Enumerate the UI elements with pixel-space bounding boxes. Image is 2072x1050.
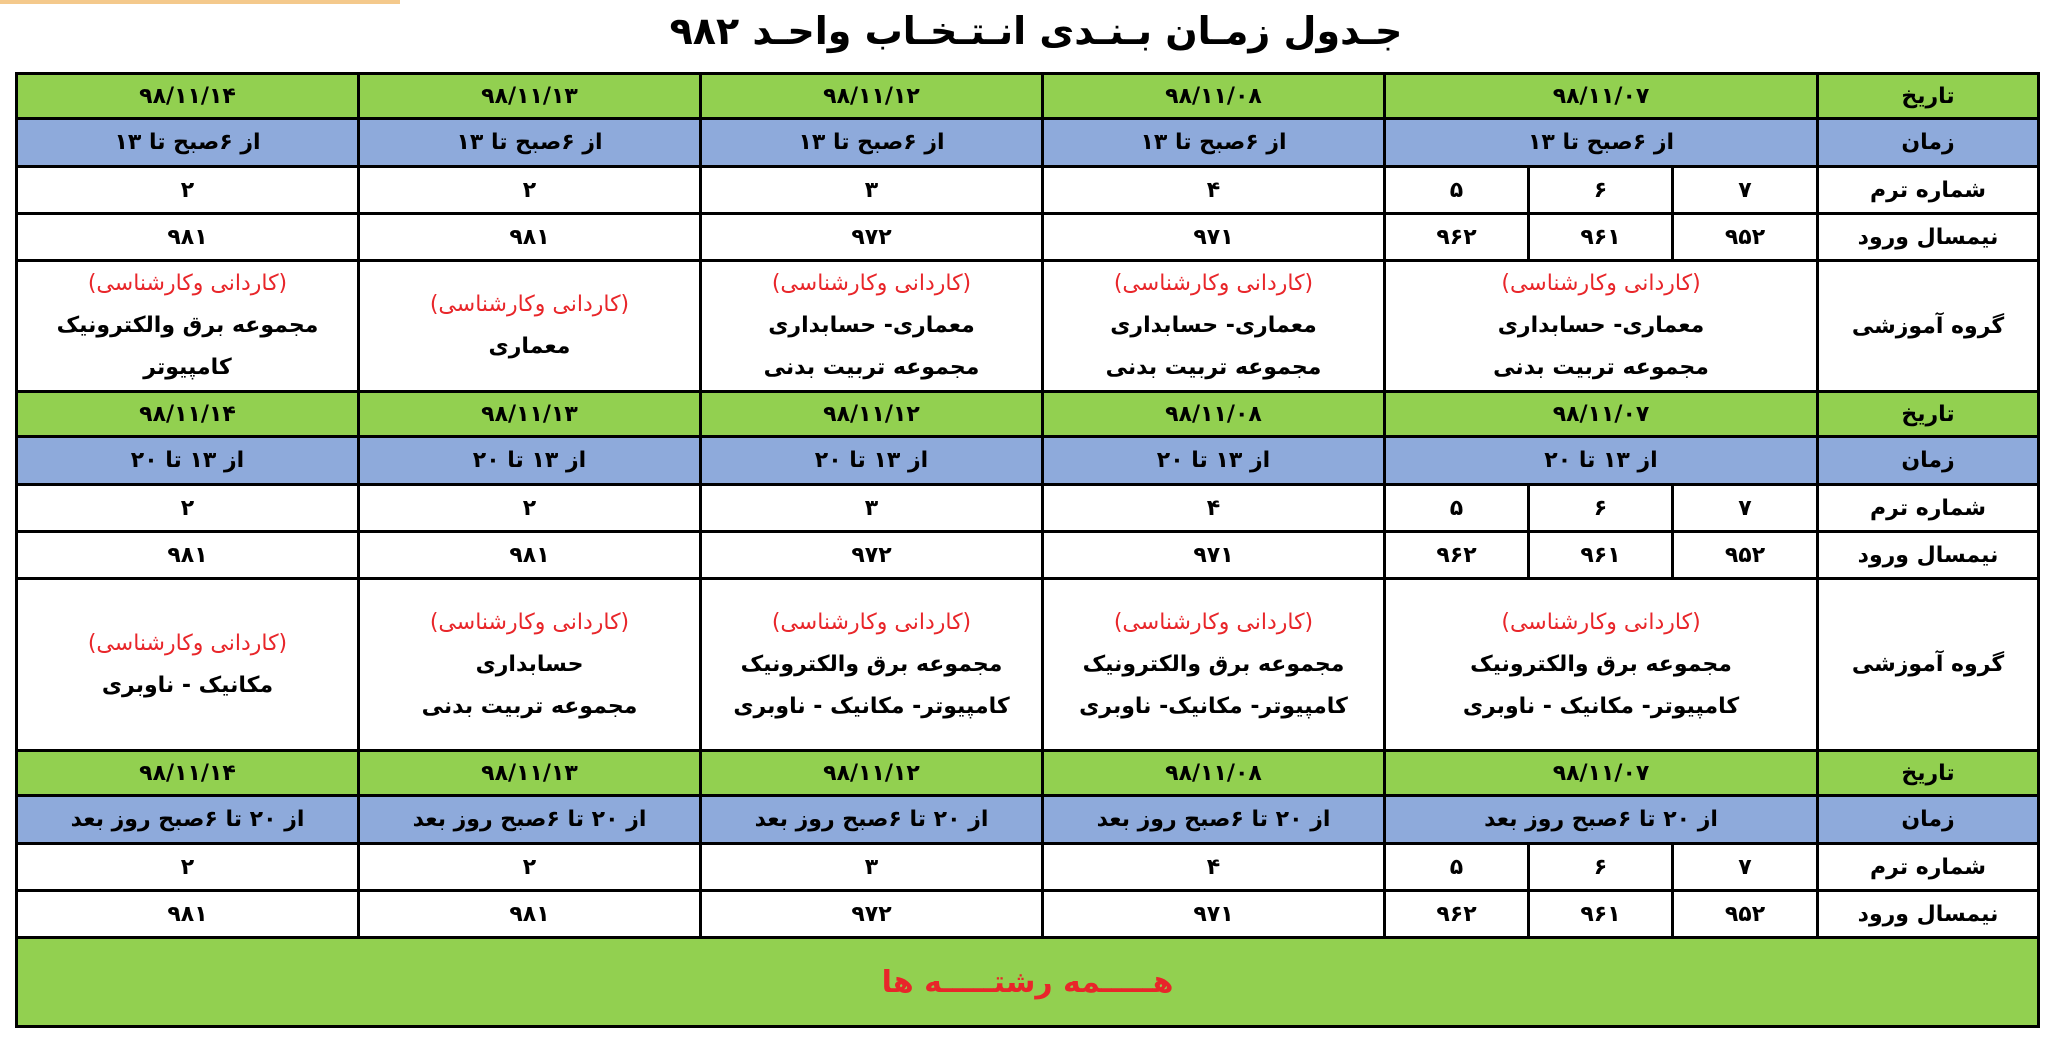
degree-label: (کاردانی وکارشناسی) (1501, 271, 1701, 296)
major-line: کامپیوتر- مکانیک - ناوبری (1462, 693, 1740, 719)
all-majors-cell (17, 938, 2039, 1027)
date-cell: ۹۸/۱۱/۱۴ (17, 74, 359, 119)
page-title: جـدول زمـان بـنـدی انـتـخـاب واحـد ۹۸۲ (669, 9, 1403, 53)
entry-year-cell: ۹۸۱ (359, 214, 701, 261)
term-cell: ۴ (1043, 844, 1385, 891)
time-row (17, 437, 2039, 485)
time-cell: از ۱۳ تا ۲۰ (359, 437, 701, 485)
entry-year-cell: ۹۶۲ (1385, 214, 1529, 261)
time-cell: از ۱۳ تا ۲۰ (17, 437, 359, 485)
row-label-group: گروه آموزشی (1818, 261, 2039, 392)
major-line: مجموعه برق والکترونیک (740, 651, 1003, 677)
term-cell: ۲ (17, 485, 359, 532)
time-row (17, 119, 2039, 167)
group-cell (17, 579, 359, 751)
group-cell (359, 261, 701, 392)
degree-label: (کاردانی وکارشناسی) (87, 271, 288, 296)
term-cell: ۶ (1529, 844, 1673, 891)
major-line: معماری (488, 334, 571, 359)
term-cell: ۶ (1529, 485, 1673, 532)
entry-year-cell: ۹۶۱ (1529, 214, 1673, 261)
all-majors-text: هـــــمه رشتـــــه ها (881, 964, 1174, 1000)
group-cell (1385, 579, 1818, 751)
major-line: معماری- حسابداری (768, 313, 975, 338)
group-cell (17, 261, 359, 392)
term-row (17, 844, 2039, 891)
row-label-term: شماره ترم (1818, 167, 2039, 214)
schedule-table (15, 72, 2040, 1028)
major-line: مجموعه برق والکترونیک (1082, 651, 1345, 677)
date-cell: ۹۸/۱۱/۱۳ (359, 74, 701, 119)
group-cell (701, 579, 1043, 751)
group-cell (1385, 261, 1818, 392)
entry-year-cell: ۹۸۱ (17, 214, 359, 261)
time-cell: از ۱۳ تا ۲۰ (701, 437, 1043, 485)
term-cell: ۵ (1385, 844, 1529, 891)
date-cell: ۹۸/۱۱/۰۷ (1385, 392, 1818, 437)
entry-year-cell: ۹۶۱ (1529, 532, 1673, 579)
degree-label: (کاردانی وکارشناسی) (1501, 609, 1701, 635)
entry-year-cell: ۹۸۱ (17, 891, 359, 938)
time-cell: از ۱۳ تا ۲۰ (1385, 437, 1818, 485)
term-row (17, 167, 2039, 214)
term-cell: ۷ (1673, 844, 1818, 891)
row-label-term: شماره ترم (1818, 844, 2039, 891)
entry-year-row (17, 532, 2039, 579)
major-line: مجموعه تربیت بدنی (1493, 355, 1709, 380)
date-cell: ۹۸/۱۱/۰۷ (1385, 751, 1818, 796)
time-cell: از ۱۳ تا ۲۰ (1043, 437, 1385, 485)
all-majors-row (17, 938, 2039, 1027)
row-label-date: تاریخ (1818, 392, 2039, 437)
entry-year-cell: ۹۷۱ (1043, 532, 1385, 579)
date-cell: ۹۸/۱۱/۱۲ (701, 74, 1043, 119)
major-line: حسابداری (475, 651, 584, 677)
entry-year-cell: ۹۷۱ (1043, 214, 1385, 261)
time-cell: از ۲۰ تا ۶صبح روز بعد (701, 796, 1043, 844)
row-label-date: تاریخ (1818, 751, 2039, 796)
major-line: مجموعه برق والکترونیک (56, 313, 319, 338)
entry-year-cell: ۹۶۲ (1385, 891, 1529, 938)
time-cell: از ۶صبح تا ۱۳ (17, 119, 359, 167)
row-label-year: نیمسال ورود (1818, 532, 2039, 579)
row-label-year: نیمسال ورود (1818, 214, 2039, 261)
row-label-term: شماره ترم (1818, 485, 2039, 532)
date-cell: ۹۸/۱۱/۱۲ (701, 751, 1043, 796)
entry-year-cell: ۹۸۱ (17, 532, 359, 579)
entry-year-row (17, 214, 2039, 261)
time-cell: از ۶صبح تا ۱۳ (1385, 119, 1818, 167)
degree-label: (کاردانی وکارشناسی) (771, 609, 972, 635)
degree-label: (کاردانی وکارشناسی) (87, 630, 288, 656)
date-cell: ۹۸/۱۱/۱۴ (17, 392, 359, 437)
group-row (17, 261, 2039, 392)
time-cell: از ۲۰ تا ۶صبح روز بعد (1043, 796, 1385, 844)
term-cell: ۷ (1673, 485, 1818, 532)
entry-year-cell: ۹۷۲ (701, 532, 1043, 579)
major-line: کامپیوتر (143, 355, 232, 380)
date-cell: ۹۸/۱۱/۰۸ (1043, 74, 1385, 119)
time-cell: از ۲۰ تا ۶صبح روز بعد (17, 796, 359, 844)
entry-year-row (17, 891, 2039, 938)
entry-year-cell: ۹۸۱ (359, 532, 701, 579)
term-cell: ۵ (1385, 485, 1529, 532)
major-line: مجموعه تربیت بدنی (421, 693, 638, 719)
group-cell (359, 579, 701, 751)
date-cell: ۹۸/۱۱/۱۲ (701, 392, 1043, 437)
entry-year-cell: ۹۵۲ (1673, 214, 1818, 261)
row-label-group: گروه آموزشی (1818, 579, 2039, 751)
date-cell: ۹۸/۱۱/۱۳ (359, 392, 701, 437)
group-cell (701, 261, 1043, 392)
term-cell: ۲ (359, 167, 701, 214)
term-cell: ۴ (1043, 485, 1385, 532)
row-label-date: تاریخ (1818, 74, 2039, 119)
time-cell: از ۲۰ تا ۶صبح روز بعد (1385, 796, 1818, 844)
date-cell: ۹۸/۱۱/۱۳ (359, 751, 701, 796)
time-cell: از ۲۰ تا ۶صبح روز بعد (359, 796, 701, 844)
major-line: کامپیوتر- مکانیک - ناوبری (733, 693, 1010, 719)
degree-label: (کاردانی وکارشناسی) (1113, 271, 1314, 296)
date-cell: ۹۸/۱۱/۰۸ (1043, 392, 1385, 437)
time-cell: از ۶صبح تا ۱۳ (701, 119, 1043, 167)
entry-year-cell: ۹۶۱ (1529, 891, 1673, 938)
top-accent-strip (0, 0, 400, 4)
time-cell: از ۶صبح تا ۱۳ (359, 119, 701, 167)
term-cell: ۲ (17, 167, 359, 214)
entry-year-cell: ۹۵۲ (1673, 891, 1818, 938)
date-cell: ۹۸/۱۱/۰۷ (1385, 74, 1818, 119)
date-cell: ۹۸/۱۱/۰۸ (1043, 751, 1385, 796)
group-cell (1043, 261, 1385, 392)
term-cell: ۲ (359, 485, 701, 532)
row-label-time: زمان (1818, 796, 2039, 844)
entry-year-cell: ۹۵۲ (1673, 532, 1818, 579)
term-row (17, 485, 2039, 532)
time-row (17, 796, 2039, 844)
major-line: مجموعه تربیت بدنی (1105, 355, 1322, 380)
major-line: معماری- حسابداری (1497, 313, 1705, 338)
row-label-time: زمان (1818, 119, 2039, 167)
major-line: مکانیک - ناوبری (101, 672, 274, 698)
term-cell: ۴ (1043, 167, 1385, 214)
major-line: مجموعه برق والکترونیک (1470, 651, 1732, 677)
term-cell: ۳ (701, 485, 1043, 532)
date-row (17, 751, 2039, 796)
term-cell: ۷ (1673, 167, 1818, 214)
degree-label: (کاردانی وکارشناسی) (1113, 609, 1314, 635)
term-cell: ۳ (701, 844, 1043, 891)
degree-label: (کاردانی وکارشناسی) (771, 271, 972, 296)
group-cell (1043, 579, 1385, 751)
group-row (17, 579, 2039, 751)
term-cell: ۳ (701, 167, 1043, 214)
term-cell: ۵ (1385, 167, 1529, 214)
entry-year-cell: ۹۸۱ (359, 891, 701, 938)
date-row (17, 74, 2039, 119)
entry-year-cell: ۹۶۲ (1385, 532, 1529, 579)
major-line: مجموعه تربیت بدنی (763, 355, 980, 380)
degree-label: (کاردانی وکارشناسی) (429, 292, 630, 317)
row-label-time: زمان (1818, 437, 2039, 485)
degree-label: (کاردانی وکارشناسی) (429, 609, 630, 635)
entry-year-cell: ۹۷۱ (1043, 891, 1385, 938)
row-label-year: نیمسال ورود (1818, 891, 2039, 938)
major-line: کامپیوتر- مکانیک- ناوبری (1079, 693, 1348, 719)
date-row (17, 392, 2039, 437)
date-cell: ۹۸/۱۱/۱۴ (17, 751, 359, 796)
entry-year-cell: ۹۷۲ (701, 891, 1043, 938)
major-line: معماری- حسابداری (1110, 313, 1317, 338)
term-cell: ۶ (1529, 167, 1673, 214)
time-cell: از ۶صبح تا ۱۳ (1043, 119, 1385, 167)
term-cell: ۲ (359, 844, 701, 891)
entry-year-cell: ۹۷۲ (701, 214, 1043, 261)
term-cell: ۲ (17, 844, 359, 891)
